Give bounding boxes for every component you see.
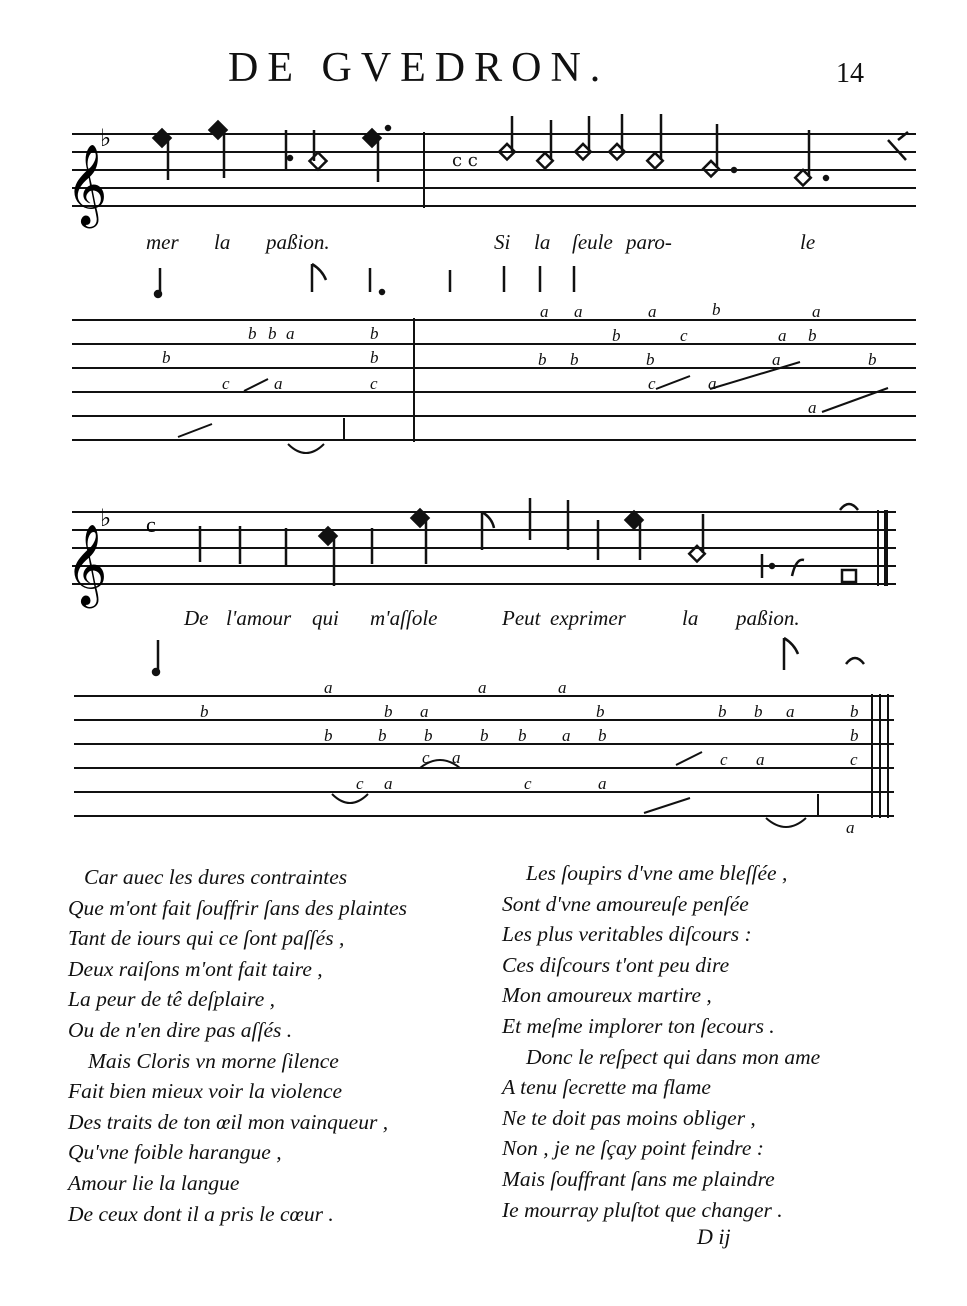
verse-line: Car auec les dures contraintes [84,865,348,889]
page-number: 14 [836,58,864,89]
lyric-word: paßion. [736,606,800,630]
tab-letter: b [518,726,527,745]
tab-letter: b [570,350,579,369]
tab-letter: a [756,750,765,769]
tab-letter: b [850,726,859,745]
page-title: DE GVEDRON. [228,45,610,91]
verse-line: Donc le reſpect qui dans mon ame [526,1044,821,1069]
lyric-word: exprimer [550,606,626,630]
lyric-word: ſeule [572,230,613,254]
verse-line: La peur de tê deſplaire , [68,987,276,1012]
verse-line: Ne te doit pas moins obliger , [502,1105,756,1130]
verse-line: Les plus veritables diſcours : [502,922,752,947]
tab-letter: b [370,324,379,343]
tab-letter: a [452,748,461,767]
flat-sign-icon: ♭ [100,504,112,532]
verse-line: Tant de iours qui ce ſont paſſés , [68,926,345,951]
tab-letter: b [384,702,393,721]
lyric-word: le [800,230,816,254]
tab-letter: b [612,326,621,345]
rhythm-flags-1 [155,264,574,297]
staff-2 [72,510,896,586]
verse-line: Ou de n'en dire pas aſſés . [68,1017,293,1042]
tab-letter: a [558,678,567,697]
tab-letter: b [598,726,607,745]
tab-letter: a [772,350,781,369]
tab-letter: b [850,702,859,721]
tab-letter: a [540,302,549,321]
tab-letter: a [562,726,571,745]
tab-letter: b [868,350,877,369]
rhythm-flags-2 [153,638,864,675]
tab-letter: c [720,750,728,769]
tab-letter: c [648,374,656,393]
tab-letter: b [162,348,171,367]
tab-letter: b [424,726,433,745]
lyric-word: m'aſſole [370,606,438,630]
verse-line: A tenu ſecrette ma flame [502,1075,711,1100]
lyric-word: qui [312,606,339,630]
verse-line: Deux raiſons m'ont fait taire , [68,956,323,981]
verse-line: Les ſoupirs d'vne ame bleſſée , [526,861,788,885]
verse-right-column [502,858,820,1225]
tab-letter: a [384,774,393,793]
lyric-word: l'amour [226,606,292,630]
tab-letter: b [480,726,489,745]
tab-letter: b [538,350,547,369]
tab-letter: b [646,350,655,369]
lyric-word: la [682,606,699,630]
common-time-icon: c [146,512,156,537]
lyric-word: la [534,230,551,254]
verse-line: Mon amoureux martire , [502,983,712,1008]
tab-letter: b [268,324,277,343]
tab-letter: c [524,774,532,793]
signature-mark: D ij [697,1224,731,1249]
lyric-word: paßion. [266,230,330,254]
lyric-word: mer [146,230,179,254]
tab-letter: b [754,702,763,721]
lyric-word: la [214,230,231,254]
verse-line: Ie mourray pluſtot que changer . [502,1197,783,1222]
tab-letter: a [420,702,429,721]
tab-letter: a [286,324,295,343]
tab-letter: b [378,726,387,745]
tab-letter: c [680,326,688,345]
tablature-2 [74,694,894,827]
tab-letter: a [648,302,657,321]
verse-line: Mais Cloris vn morne ſilence [88,1048,339,1073]
tab-letter: c [422,748,430,767]
verse-left-column [68,862,407,1229]
verse-line: Des traits de ton œil mon vainqueur , [68,1109,389,1134]
verse-line: Qu'vne foible harangue , [68,1140,282,1165]
lyric-word: De [184,606,209,630]
tab-letter: a [274,374,283,393]
verse-line: Sont d'vne amoureuſe penſée [502,891,749,916]
tab-letter: c [222,374,230,393]
tab-letter: b [324,726,333,745]
treble-clef-icon: 𝄞 [66,143,108,225]
verse-line: Amour lie la langue [68,1170,240,1195]
tab-letter: b [596,702,605,721]
tab-letter: a [598,774,607,793]
tab-letter: a [808,398,817,417]
staff-1-notes [154,114,908,185]
tab-letter: b [712,300,721,319]
tab-letter: a [708,374,717,393]
treble-clef-icon: 𝄞 [66,523,108,605]
lyric-word: paro- [626,230,672,254]
tab-footnote: a [846,818,855,837]
tab-letter: c [370,374,378,393]
verse-line: Ces diſcours t'ont peu dire [502,952,730,977]
verse-line: Mais ſouffrant ſans me plaindre [502,1166,775,1191]
tab-letter: c [850,750,858,769]
verse-line: Que m'ont fait ſouffrir ſans des plaintes [68,895,408,920]
verse-line: De ceux dont il a pris le cœur . [68,1201,334,1226]
tab-letter: a [786,702,795,721]
staff-1 [72,132,916,208]
tab-letter: b [200,702,209,721]
tablature-1 [72,318,916,453]
tab-letter: b [248,324,257,343]
tab-letter: a [324,678,333,697]
tab-letter: b [370,348,379,367]
tab-letter: a [778,326,787,345]
verse-line: Fait bien mieux voir la violence [68,1079,343,1104]
flat-sign-icon: ♭ [100,124,112,152]
lyric-word: Si [494,230,511,254]
lyric-word: Peut [502,606,541,630]
tab-letter: b [718,702,727,721]
tab-letter: a [812,302,821,321]
svg-text:c c: c c [452,150,478,171]
tab-letter: a [478,678,487,697]
tab-letter: b [808,326,817,345]
tab-letter: a [574,302,583,321]
verse-line: Non , je ne ſçay point feindre : [502,1136,764,1161]
tab-letter: c [356,774,364,793]
verse-line: Et meſme implorer ton ſecours . [502,1013,775,1038]
